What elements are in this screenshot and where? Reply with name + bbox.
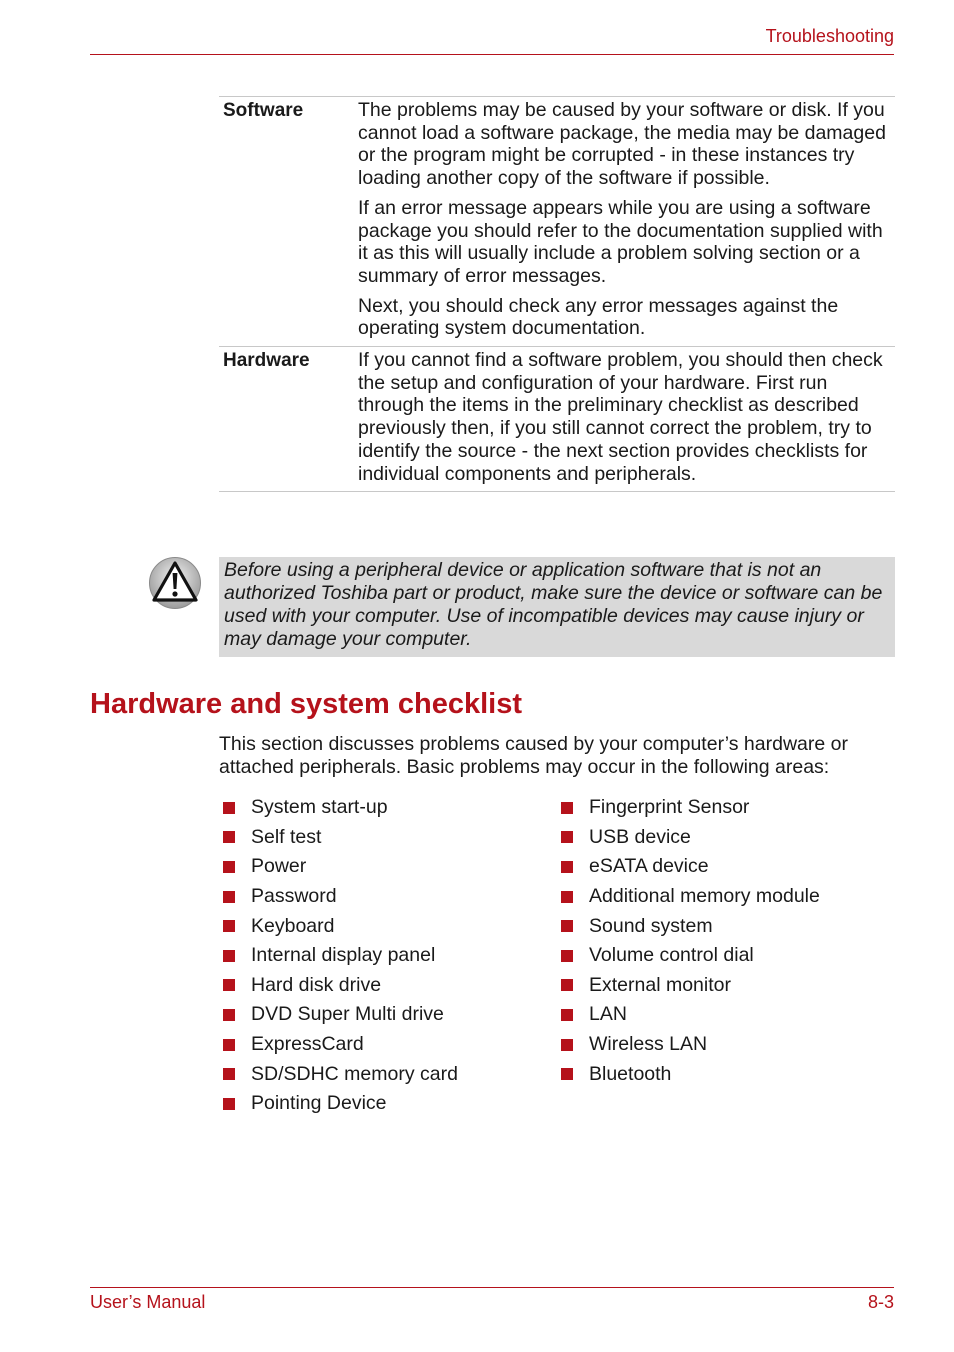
bullet-icon [223,920,235,932]
footer-manual-title: User’s Manual [90,1292,206,1312]
bullet-icon [561,920,573,932]
list-item-label: Power [251,855,307,878]
list-item-label: ExpressCard [251,1033,364,1056]
bullet-icon [223,831,235,843]
list-item [219,941,458,971]
header-rule [90,54,894,55]
list-item [557,1000,820,1030]
list-item [557,941,820,971]
list-item-label: Additional memory module [589,885,820,908]
paragraph: The problems may be caused by your software or disk. If you cannot load a software package, the media may be damaged or the program might be corrupted - in these instances try loading another copy of the software if possible. [358,99,886,190]
section-title: Hardware and system checklist [90,688,522,720]
list-item-label: SD/SDHC memory card [251,1062,458,1085]
list-item [219,852,458,882]
table-row-software [219,97,895,347]
bullet-icon [223,1039,235,1051]
list-item-label: Internal display panel [251,944,436,967]
list-item-label: Bluetooth [589,1062,672,1085]
bullet-icon [223,1098,235,1110]
bullet-icon [223,1009,235,1021]
list-item [557,823,820,853]
list-item-label: Hard disk drive [251,973,382,996]
bullet-icon [223,950,235,962]
list-item-label: Fingerprint Sensor [589,796,750,819]
bullet-icon [223,802,235,814]
list-item [557,971,820,1001]
bullet-icon [561,1039,573,1051]
list-item [219,823,458,853]
bullet-icon [223,979,235,991]
footer-rule [90,1287,894,1288]
bullet-icon [561,891,573,903]
row-description [358,349,895,485]
list-item-label: System start-up [251,796,388,819]
row-term: Software [223,100,304,121]
bullet-icon [223,861,235,873]
list-item [219,882,458,912]
bullet-icon [561,979,573,991]
list-item [557,1030,820,1060]
troubleshooting-table [219,96,895,492]
bullet-icon [561,1009,573,1021]
list-item-label: LAN [589,1003,627,1026]
bullet-icon [223,1068,235,1080]
list-item-label: Password [251,885,337,908]
caution-icon [148,556,202,610]
bullet-icon [561,1068,573,1080]
list-item [219,1089,458,1119]
bullet-icon [561,861,573,873]
bullet-icon [561,950,573,962]
list-item [557,793,820,823]
list-item [219,911,458,941]
list-item-label: Volume control dial [589,944,754,967]
list-item [557,882,820,912]
list-item [219,1030,458,1060]
bullet-icon [223,891,235,903]
list-item-label: DVD Super Multi drive [251,1003,444,1026]
checklist-right [557,793,820,1089]
paragraph: Next, you should check any error messages against the operating system documentation. [358,294,839,340]
paragraph: If you cannot find a software problem, you should then check the setup and configuration of your hardware. First run through the items in the preliminary checklist as described previously then, if you still cannot correct the problem, try to identify the source - the next section provides checklists for individual components and peripherals. [358,349,883,485]
list-item [557,1059,820,1089]
list-item-label: USB device [589,825,691,848]
list-item [219,1000,458,1030]
bullet-icon [561,802,573,814]
page-number: 8-3 [867,1292,894,1312]
checklist-left [219,793,458,1119]
row-term: Hardware [223,350,310,372]
list-item [557,852,820,882]
list-item-label: Wireless LAN [589,1033,708,1056]
list-item-label: Sound system [589,914,713,937]
paragraph: If an error message appears while you are using a software package you should refer to the documentation supplied with it as this will usually include a problem solving section or a summary of error messages. [358,196,883,287]
list-item-label: Pointing Device [251,1092,387,1115]
list-item-label: Keyboard [251,914,335,937]
running-header-title: Troubleshooting [765,26,894,46]
list-item [219,971,458,1001]
caution-note: Before using a peripheral device or application software that is not an authorized Toshiba part or product, make sure the device or software can be used with your computer. Use of incompatible devices may cause injury or may damage your computer. [219,557,895,657]
list-item [219,793,458,823]
bullet-icon [561,831,573,843]
table-row-hardware [219,347,895,492]
list-item [557,911,820,941]
list-item-label: Self test [251,825,322,848]
section-intro: This section discusses problems caused by your computer’s hardware or attached peripherals. Basic problems may occur in the following areas: [219,733,848,778]
row-description [358,99,895,340]
list-item-label: External monitor [589,973,731,996]
list-item [219,1059,458,1089]
list-item-label: eSATA device [589,855,709,878]
